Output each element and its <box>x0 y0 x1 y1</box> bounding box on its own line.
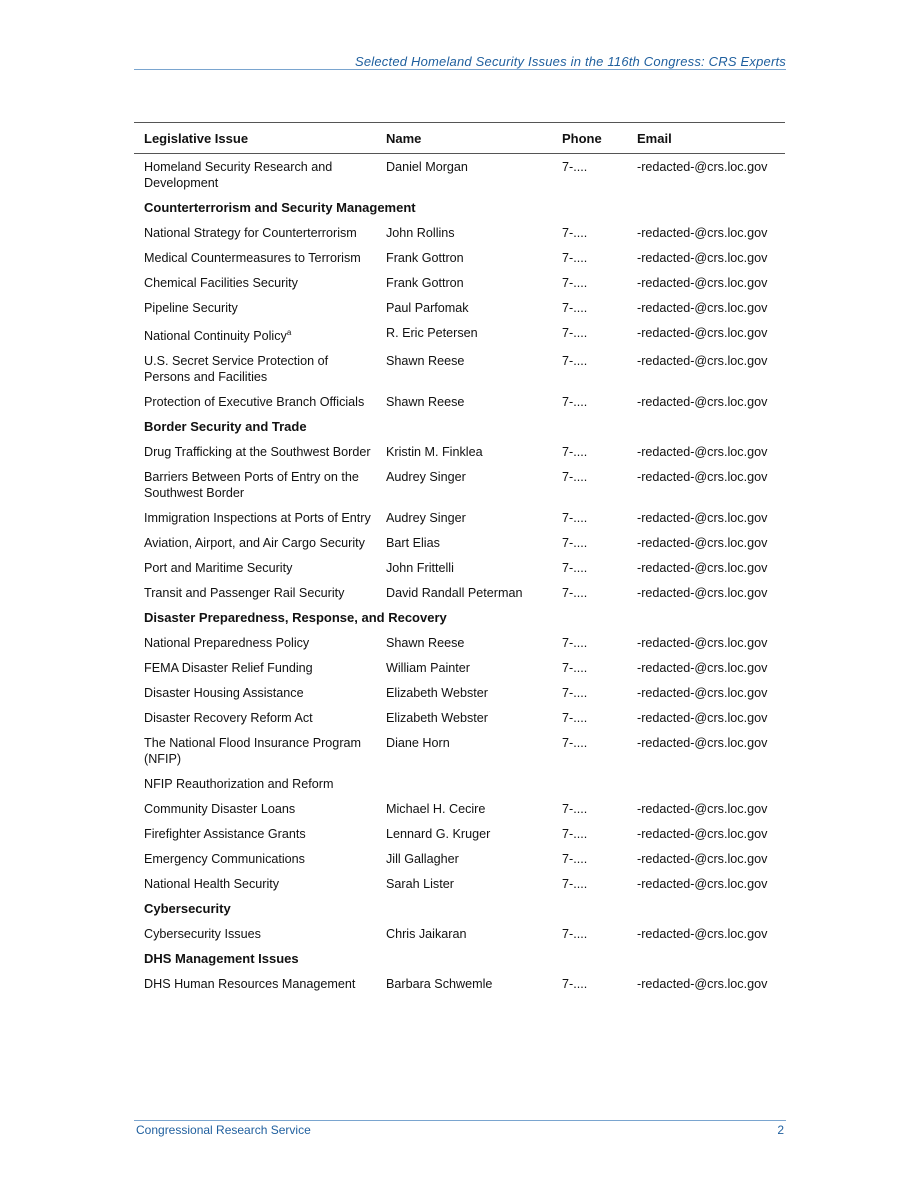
cell-email-text: -redacted-@crs.loc.gov <box>637 927 768 942</box>
cell-email-text: -redacted-@crs.loc.gov <box>637 251 768 265</box>
cell-email <box>627 847 785 872</box>
cell-name <box>376 772 552 797</box>
table-row <box>134 731 785 772</box>
cell-issue-text: Barriers Between Ports of Entry on the Southwest Border <box>144 470 359 501</box>
cell-email-text: -redacted-@crs.loc.gov <box>637 160 768 174</box>
cell-phone-text: 7-.... <box>562 636 588 651</box>
cell-email <box>627 271 785 296</box>
cell-name <box>376 506 552 531</box>
cell-name-text: David Randall Peterman <box>386 586 523 601</box>
cell-name <box>376 531 552 556</box>
cell-email-text: -redacted-@crs.loc.gov <box>637 276 768 290</box>
cell-phone <box>552 922 627 947</box>
cell-issue <box>134 847 376 872</box>
footer-organization: Congressional Research Service <box>136 1123 311 1137</box>
header-rule <box>134 69 786 70</box>
cell-issue <box>134 321 376 349</box>
cell-name <box>376 822 552 847</box>
cell-name-text: Shawn Reese <box>386 395 465 410</box>
cell-phone <box>552 731 627 772</box>
cell-phone <box>552 872 627 897</box>
cell-issue-text: NFIP Reauthorization and Reform <box>144 777 334 792</box>
cell-email <box>627 797 785 822</box>
cell-email <box>627 349 785 390</box>
cell-email-text: -redacted-@crs.loc.gov <box>637 561 768 576</box>
table-row <box>134 531 785 556</box>
cell-name-text: Diane Horn <box>386 736 450 751</box>
cell-name-text: John Rollins <box>386 226 455 240</box>
cell-phone-text: 7-.... <box>562 326 588 340</box>
cell-issue <box>134 581 376 606</box>
table-row <box>134 706 785 731</box>
cell-phone-text: 7-.... <box>562 586 588 601</box>
cell-issue <box>134 349 376 390</box>
cell-email-text: -redacted-@crs.loc.gov <box>637 711 768 726</box>
cell-phone-text: 7-.... <box>562 445 588 460</box>
cell-issue-text: U.S. Secret Service Protection of Persons and Facilities <box>144 354 329 385</box>
cell-phone-text: 7-.... <box>562 226 588 240</box>
cell-issue <box>134 706 376 731</box>
cell-name <box>376 440 552 465</box>
table-row <box>134 681 785 706</box>
cell-email-text: -redacted-@crs.loc.gov <box>637 326 768 340</box>
cell-issue-text: Drug Trafficking at the Southwest Border <box>144 445 371 460</box>
section-heading-row <box>134 196 785 221</box>
cell-phone <box>552 321 627 349</box>
cell-issue-text: Emergency Communications <box>144 852 305 867</box>
cell-issue-text: National Preparedness Policy <box>144 636 310 651</box>
section-heading-row <box>134 947 785 972</box>
cell-name <box>376 465 552 506</box>
cell-phone-text: 7-.... <box>562 877 588 892</box>
cell-email-text: -redacted-@crs.loc.gov <box>637 354 768 369</box>
cell-issue-text: Medical Countermeasures to Terrorism <box>144 251 361 265</box>
cell-phone <box>552 822 627 847</box>
footer-rule <box>134 1120 786 1121</box>
cell-issue <box>134 246 376 271</box>
cell-name-text: John Frittelli <box>386 561 454 576</box>
table-row <box>134 506 785 531</box>
cell-name-text: Sarah Lister <box>386 877 454 892</box>
cell-email-text: -redacted-@crs.loc.gov <box>637 301 768 315</box>
cell-issue-text: Disaster Recovery Reform Act <box>144 711 313 726</box>
cell-email-text: -redacted-@crs.loc.gov <box>637 827 768 842</box>
cell-name-text: Audrey Singer <box>386 511 466 526</box>
cell-phone <box>552 631 627 656</box>
section-heading: Cybersecurity <box>144 901 231 917</box>
footnote-marker: a <box>286 328 292 337</box>
cell-phone <box>552 349 627 390</box>
cell-phone <box>552 656 627 681</box>
cell-email <box>627 681 785 706</box>
cell-phone-text: 7-.... <box>562 686 588 701</box>
cell-name-text: Chris Jaikaran <box>386 927 467 942</box>
cell-email <box>627 465 785 506</box>
cell-issue-text: Pipeline Security <box>144 301 238 315</box>
column-header-phone: Phone <box>552 123 627 154</box>
table-header <box>134 123 785 154</box>
cell-email <box>627 221 785 246</box>
cell-phone-text: 7-.... <box>562 827 588 842</box>
cell-phone-text: 7-.... <box>562 977 588 992</box>
cell-email <box>627 922 785 947</box>
table-row <box>134 390 785 415</box>
running-header: Selected Homeland Security Issues in the 116th Congress: CRS Experts <box>354 54 786 69</box>
cell-email <box>627 296 785 321</box>
cell-issue <box>134 772 376 797</box>
table-row <box>134 349 785 390</box>
cell-name <box>376 972 552 997</box>
cell-issue <box>134 506 376 531</box>
section-heading: Disaster Preparedness, Response, and Recovery <box>144 610 447 626</box>
cell-email <box>627 706 785 731</box>
cell-name <box>376 631 552 656</box>
cell-issue <box>134 390 376 415</box>
cell-name-text: William Painter <box>386 661 470 676</box>
cell-issue-text: Port and Maritime Security <box>144 561 293 576</box>
cell-name <box>376 321 552 349</box>
cell-phone <box>552 440 627 465</box>
cell-phone-text: 7-.... <box>562 160 588 174</box>
cell-email-text: -redacted-@crs.loc.gov <box>637 877 768 892</box>
cell-name <box>376 154 552 197</box>
cell-phone-text: 7-.... <box>562 661 588 676</box>
cell-email <box>627 631 785 656</box>
cell-issue <box>134 154 376 197</box>
cell-email <box>627 321 785 349</box>
table-row <box>134 822 785 847</box>
cell-phone <box>552 154 627 197</box>
cell-issue-text: DHS Human Resources Management <box>144 977 356 992</box>
cell-phone-text: 7-.... <box>562 251 588 265</box>
cell-email <box>627 822 785 847</box>
cell-email <box>627 154 785 197</box>
cell-name <box>376 656 552 681</box>
cell-phone <box>552 972 627 997</box>
cell-email-text: -redacted-@crs.loc.gov <box>637 852 768 867</box>
cell-name <box>376 731 552 772</box>
cell-issue <box>134 631 376 656</box>
cell-name <box>376 706 552 731</box>
cell-name <box>376 581 552 606</box>
cell-phone-text: 7-.... <box>562 511 588 526</box>
cell-issue <box>134 221 376 246</box>
cell-email <box>627 531 785 556</box>
table-row <box>134 972 785 997</box>
page-number: 2 <box>777 1123 784 1137</box>
cell-email-text: -redacted-@crs.loc.gov <box>637 686 768 701</box>
cell-phone-text: 7-.... <box>562 711 588 726</box>
table-body <box>134 154 785 998</box>
cell-phone-text: 7-.... <box>562 802 588 817</box>
cell-phone <box>552 271 627 296</box>
cell-name-text: Barbara Schwemle <box>386 977 493 992</box>
cell-email-text: -redacted-@crs.loc.gov <box>637 511 768 526</box>
cell-issue-text: National Health Security <box>144 877 280 892</box>
cell-phone <box>552 581 627 606</box>
cell-phone <box>552 847 627 872</box>
cell-phone <box>552 221 627 246</box>
cell-phone <box>552 797 627 822</box>
cell-email-text: -redacted-@crs.loc.gov <box>637 636 768 651</box>
cell-email-text: -redacted-@crs.loc.gov <box>637 445 768 460</box>
cell-name <box>376 797 552 822</box>
cell-email-text: -redacted-@crs.loc.gov <box>637 395 768 410</box>
cell-name-text: Frank Gottron <box>386 251 464 265</box>
cell-phone-text: 7-.... <box>562 736 588 751</box>
cell-phone <box>552 390 627 415</box>
cell-email <box>627 772 785 797</box>
cell-name <box>376 246 552 271</box>
cell-issue-text: FEMA Disaster Relief Funding <box>144 661 313 676</box>
table-row <box>134 922 785 947</box>
cell-issue-text: The National Flood Insurance Program (NFIP) <box>144 736 362 767</box>
cell-name <box>376 296 552 321</box>
cell-issue-text: Transit and Passenger Rail Security <box>144 586 345 601</box>
cell-email <box>627 581 785 606</box>
cell-name <box>376 681 552 706</box>
cell-issue-text: Chemical Facilities Security <box>144 276 298 290</box>
cell-email <box>627 872 785 897</box>
cell-name <box>376 390 552 415</box>
cell-email-text: -redacted-@crs.loc.gov <box>637 736 768 751</box>
table-row <box>134 440 785 465</box>
cell-issue-text: National Strategy for Counterterrorism <box>144 226 357 240</box>
table-row <box>134 271 785 296</box>
cell-phone <box>552 772 627 797</box>
section-heading-row <box>134 897 785 922</box>
cell-email-text: -redacted-@crs.loc.gov <box>637 661 768 676</box>
cell-issue-text: Immigration Inspections at Ports of Entry <box>144 511 371 526</box>
cell-email <box>627 246 785 271</box>
cell-phone-text: 7-.... <box>562 852 588 867</box>
table-row <box>134 296 785 321</box>
cell-phone-text: 7-.... <box>562 927 588 942</box>
cell-email-text: -redacted-@crs.loc.gov <box>637 802 768 817</box>
cell-email-text: -redacted-@crs.loc.gov <box>637 470 768 485</box>
section-heading-row <box>134 606 785 631</box>
cell-name-text: Lennard G. Kruger <box>386 827 491 842</box>
cell-issue-text: Cybersecurity Issues <box>144 927 261 942</box>
cell-phone <box>552 531 627 556</box>
cell-issue-text: Community Disaster Loans <box>144 802 296 817</box>
cell-name-text: Daniel Morgan <box>386 160 468 174</box>
cell-issue <box>134 440 376 465</box>
table-row <box>134 465 785 506</box>
cell-name <box>376 922 552 947</box>
cell-issue-text: Aviation, Airport, and Air Cargo Security <box>144 536 365 551</box>
cell-email <box>627 556 785 581</box>
table-row <box>134 656 785 681</box>
cell-phone <box>552 465 627 506</box>
cell-issue <box>134 271 376 296</box>
cell-phone <box>552 706 627 731</box>
cell-issue <box>134 681 376 706</box>
cell-name-text: R. Eric Petersen <box>386 326 478 340</box>
cell-issue <box>134 872 376 897</box>
cell-phone <box>552 681 627 706</box>
cell-email <box>627 656 785 681</box>
cell-email <box>627 506 785 531</box>
cell-name <box>376 349 552 390</box>
experts-table <box>134 122 785 997</box>
cell-phone-text: 7-.... <box>562 561 588 576</box>
cell-issue <box>134 556 376 581</box>
cell-issue <box>134 296 376 321</box>
table-row <box>134 154 785 197</box>
cell-issue-text: Disaster Housing Assistance <box>144 686 304 701</box>
cell-phone-text: 7-.... <box>562 470 588 485</box>
cell-name <box>376 221 552 246</box>
table-row <box>134 772 785 797</box>
cell-name-text: Elizabeth Webster <box>386 711 488 726</box>
cell-issue <box>134 797 376 822</box>
cell-name-text: Shawn Reese <box>386 636 465 651</box>
cell-email-text: -redacted-@crs.loc.gov <box>637 536 768 551</box>
cell-issue <box>134 822 376 847</box>
cell-email <box>627 440 785 465</box>
cell-email <box>627 390 785 415</box>
cell-email-text: -redacted-@crs.loc.gov <box>637 226 768 240</box>
cell-phone <box>552 506 627 531</box>
cell-issue-text: Homeland Security Research and Development <box>144 160 333 190</box>
table-row <box>134 797 785 822</box>
section-heading-row <box>134 415 785 440</box>
section-heading: Border Security and Trade <box>144 419 307 435</box>
table-row <box>134 631 785 656</box>
cell-name-text: Jill Gallagher <box>386 852 459 867</box>
cell-phone-text: 7-.... <box>562 536 588 551</box>
cell-name-text: Elizabeth Webster <box>386 686 488 701</box>
cell-issue-text: Firefighter Assistance Grants <box>144 827 306 842</box>
cell-phone-text: 7-.... <box>562 276 588 290</box>
cell-issue <box>134 972 376 997</box>
cell-name <box>376 847 552 872</box>
cell-phone-text: 7-.... <box>562 301 588 315</box>
cell-email-text: -redacted-@crs.loc.gov <box>637 977 768 992</box>
cell-issue <box>134 731 376 772</box>
cell-issue <box>134 922 376 947</box>
cell-issue <box>134 465 376 506</box>
cell-name-text: Audrey Singer <box>386 470 466 485</box>
cell-phone <box>552 296 627 321</box>
cell-name <box>376 556 552 581</box>
table-row <box>134 221 785 246</box>
cell-phone-text: 7-.... <box>562 395 588 410</box>
cell-phone <box>552 246 627 271</box>
cell-issue-text: National Continuity Policy <box>144 329 287 344</box>
cell-name-text: Michael H. Cecire <box>386 802 486 817</box>
cell-name-text: Paul Parfomak <box>386 301 469 315</box>
table-row <box>134 847 785 872</box>
cell-name <box>376 872 552 897</box>
section-heading: DHS Management Issues <box>144 951 299 967</box>
cell-phone-text: 7-.... <box>562 354 588 369</box>
table-row <box>134 872 785 897</box>
column-header-name: Name <box>376 123 552 154</box>
cell-name-text: Shawn Reese <box>386 354 465 369</box>
cell-name-text: Bart Elias <box>386 536 440 551</box>
column-header-email: Email <box>627 123 785 154</box>
cell-phone <box>552 556 627 581</box>
cell-email <box>627 972 785 997</box>
section-heading: Counterterrorism and Security Management <box>144 200 416 215</box>
cell-email <box>627 731 785 772</box>
table-row <box>134 321 785 349</box>
table-row <box>134 246 785 271</box>
table-row <box>134 556 785 581</box>
cell-email-text: -redacted-@crs.loc.gov <box>637 586 768 601</box>
cell-issue <box>134 531 376 556</box>
cell-name-text: Kristin M. Finklea <box>386 445 483 460</box>
cell-issue <box>134 656 376 681</box>
table-row <box>134 581 785 606</box>
cell-issue-text: Protection of Executive Branch Officials <box>144 395 365 410</box>
cell-name <box>376 271 552 296</box>
cell-name-text: Frank Gottron <box>386 276 464 290</box>
column-header-issue: Legislative Issue <box>134 123 376 154</box>
